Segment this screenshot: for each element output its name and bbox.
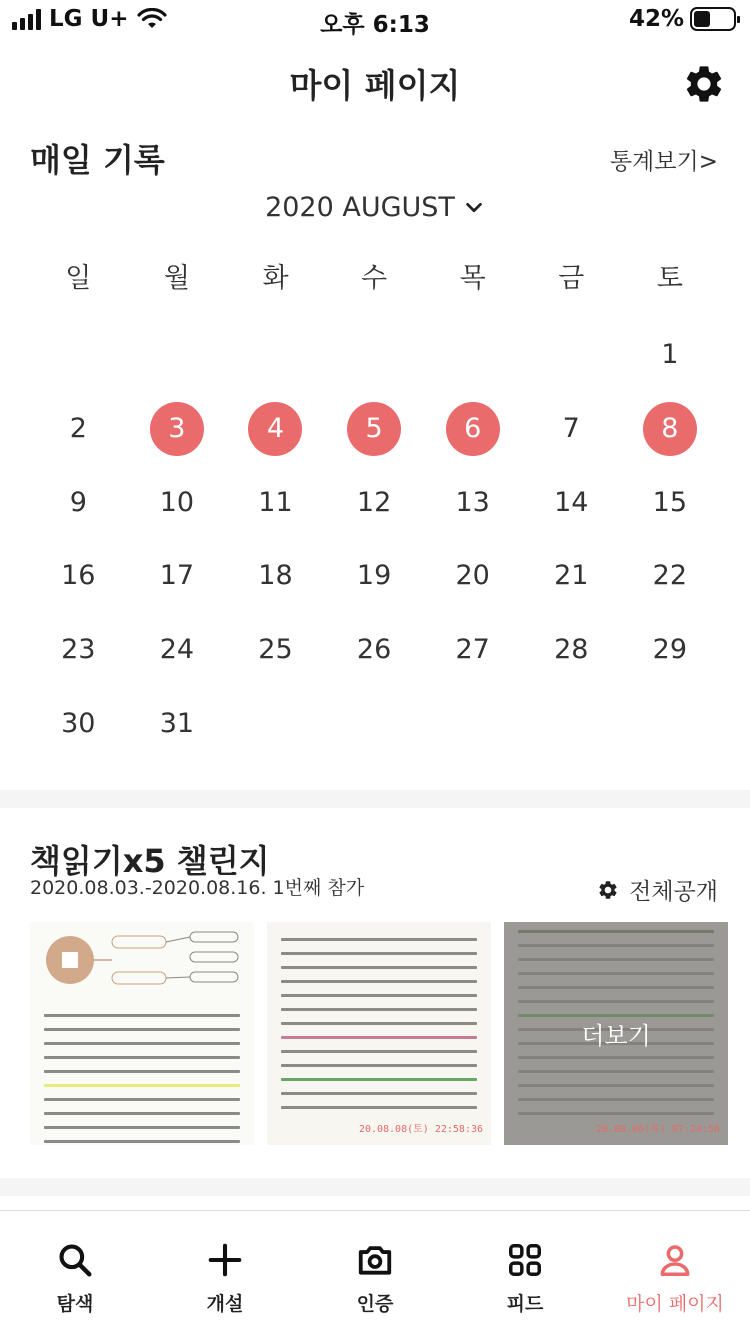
weekday-label: 금 <box>558 263 585 294</box>
calendar-day[interactable] <box>522 392 621 466</box>
day-number: 15 <box>652 486 688 518</box>
day-number: 30 <box>61 707 96 739</box>
calendar-day[interactable] <box>423 465 522 539</box>
tab-label: 인증 <box>356 1293 394 1315</box>
day-number: 9 <box>69 486 87 518</box>
status-right <box>629 6 736 32</box>
plus-icon <box>206 1241 244 1279</box>
day-number: 1 <box>661 339 679 371</box>
calendar-day[interactable] <box>621 613 720 687</box>
certification-photo-more[interactable] <box>504 922 728 1145</box>
calendar-day[interactable] <box>128 539 227 613</box>
calendar-grid <box>29 318 719 760</box>
photo-timestamp: 20.08.06(목) 07:24:56 <box>595 1124 720 1135</box>
calendar-day[interactable] <box>325 465 424 539</box>
calendar-day[interactable] <box>128 686 227 760</box>
calendar-day[interactable] <box>522 539 621 613</box>
calendar-day-recorded[interactable] <box>128 392 227 466</box>
day-number: 23 <box>61 634 96 666</box>
calendar-day[interactable] <box>29 613 128 687</box>
day-number: 18 <box>258 560 293 592</box>
calendar-blank <box>128 318 227 392</box>
calendar-blank <box>29 318 128 392</box>
certification-photo[interactable] <box>267 922 491 1145</box>
day-number: 8 <box>643 402 697 456</box>
weekday-label: 일 <box>65 263 92 294</box>
day-number: 7 <box>562 413 580 445</box>
weekday-label: 화 <box>262 263 289 294</box>
page-title: 마이 페이지 <box>289 66 461 105</box>
calendar-day[interactable] <box>621 318 720 392</box>
calendar-day-recorded[interactable] <box>621 392 720 466</box>
day-number: 20 <box>455 560 490 592</box>
visibility-toggle[interactable] <box>597 873 718 906</box>
calendar-day[interactable] <box>29 465 128 539</box>
tab-label: 탐색 <box>56 1293 94 1315</box>
daily-record-title: 매일 기록 <box>30 141 165 179</box>
tab-label: 개설 <box>206 1293 244 1315</box>
tab-bar <box>0 1210 750 1334</box>
diagram-image <box>42 930 242 994</box>
calendar-day[interactable] <box>423 613 522 687</box>
tab-feed[interactable] <box>450 1211 600 1334</box>
day-number: 24 <box>159 634 195 666</box>
status-bar <box>0 0 750 40</box>
text-lines <box>281 938 477 1120</box>
certification-photo[interactable] <box>30 922 254 1145</box>
text-lines <box>44 1014 240 1145</box>
calendar-day[interactable] <box>621 539 720 613</box>
calendar-blank <box>522 318 621 392</box>
person-icon <box>656 1241 694 1279</box>
more-overlay[interactable] <box>504 922 728 1145</box>
day-number: 14 <box>554 486 589 518</box>
month-label: 2020 AUGUST <box>265 192 455 223</box>
day-number: 22 <box>652 560 688 592</box>
calendar-day-recorded[interactable] <box>226 392 325 466</box>
calendar-day[interactable] <box>128 465 227 539</box>
tab-my-page[interactable] <box>600 1211 750 1334</box>
day-number: 12 <box>356 486 392 518</box>
tab-certify[interactable] <box>300 1211 450 1334</box>
chevron-down-icon <box>463 197 485 219</box>
challenge-period: 2020.08.03.-2020.08.16. 1번째 참가 <box>30 877 365 899</box>
day-number: 26 <box>356 634 392 666</box>
gear-icon[interactable] <box>682 62 726 106</box>
calendar-day[interactable] <box>522 613 621 687</box>
search-icon <box>56 1241 94 1279</box>
stats-link[interactable]: 통계보기> <box>609 149 718 175</box>
calendar-day[interactable] <box>29 539 128 613</box>
day-number: 4 <box>248 402 302 456</box>
status-time: 오후 6:13 <box>320 12 430 38</box>
battery-percent: 42% <box>628 6 684 32</box>
calendar-day-recorded[interactable] <box>325 392 424 466</box>
day-number: 11 <box>258 486 293 518</box>
calendar-blank <box>423 318 522 392</box>
day-number: 31 <box>159 707 195 739</box>
day-number: 3 <box>150 402 204 456</box>
calendar-day[interactable] <box>522 465 621 539</box>
calendar-day[interactable] <box>423 539 522 613</box>
grid-icon <box>506 1241 544 1279</box>
challenge-photos <box>30 922 728 1145</box>
calendar-day[interactable] <box>325 539 424 613</box>
carrier-name: LG U+ <box>49 6 129 32</box>
day-number: 25 <box>258 634 293 666</box>
month-selector[interactable] <box>0 192 750 223</box>
day-number: 19 <box>356 560 392 592</box>
day-number: 27 <box>455 634 490 666</box>
calendar-blank <box>226 318 325 392</box>
calendar-day[interactable] <box>226 539 325 613</box>
day-number: 2 <box>69 413 87 445</box>
day-number: 21 <box>554 560 589 592</box>
day-number: 13 <box>455 486 490 518</box>
calendar-day[interactable] <box>226 465 325 539</box>
weekday-label: 목 <box>459 263 486 294</box>
day-number: 6 <box>446 402 500 456</box>
weekday-label: 월 <box>163 263 190 294</box>
calendar-day[interactable] <box>29 392 128 466</box>
gear-icon <box>597 879 619 901</box>
calendar-blank <box>325 318 424 392</box>
calendar-day[interactable] <box>621 465 720 539</box>
camera-icon <box>356 1241 394 1279</box>
section-divider <box>0 1178 750 1196</box>
day-number: 10 <box>159 486 195 518</box>
day-number: 5 <box>347 402 401 456</box>
day-number: 29 <box>652 634 688 666</box>
challenge-title: 책읽기x5 챌린지 <box>30 842 270 880</box>
section-divider <box>0 790 750 808</box>
weekday-header <box>29 259 719 299</box>
more-label: 더보기 <box>581 1022 651 1050</box>
calendar-day[interactable] <box>325 613 424 687</box>
visibility-label: 전체공개 <box>629 879 718 905</box>
tab-explore[interactable] <box>0 1211 150 1334</box>
calendar-day[interactable] <box>226 613 325 687</box>
tab-create[interactable] <box>150 1211 300 1334</box>
weekday-label: 수 <box>361 263 388 294</box>
calendar-day[interactable] <box>128 613 227 687</box>
day-number: 17 <box>159 560 195 592</box>
tab-label: 마이 페이지 <box>626 1293 724 1315</box>
photo-timestamp: 20.08.08(토) 22:58:36 <box>358 1124 483 1135</box>
calendar-day[interactable] <box>29 686 128 760</box>
day-number: 16 <box>61 560 96 592</box>
calendar-day-recorded[interactable] <box>423 392 522 466</box>
battery-icon <box>690 7 736 31</box>
tab-label: 피드 <box>506 1293 544 1315</box>
weekday-label: 토 <box>656 263 683 294</box>
day-number: 28 <box>554 634 589 666</box>
